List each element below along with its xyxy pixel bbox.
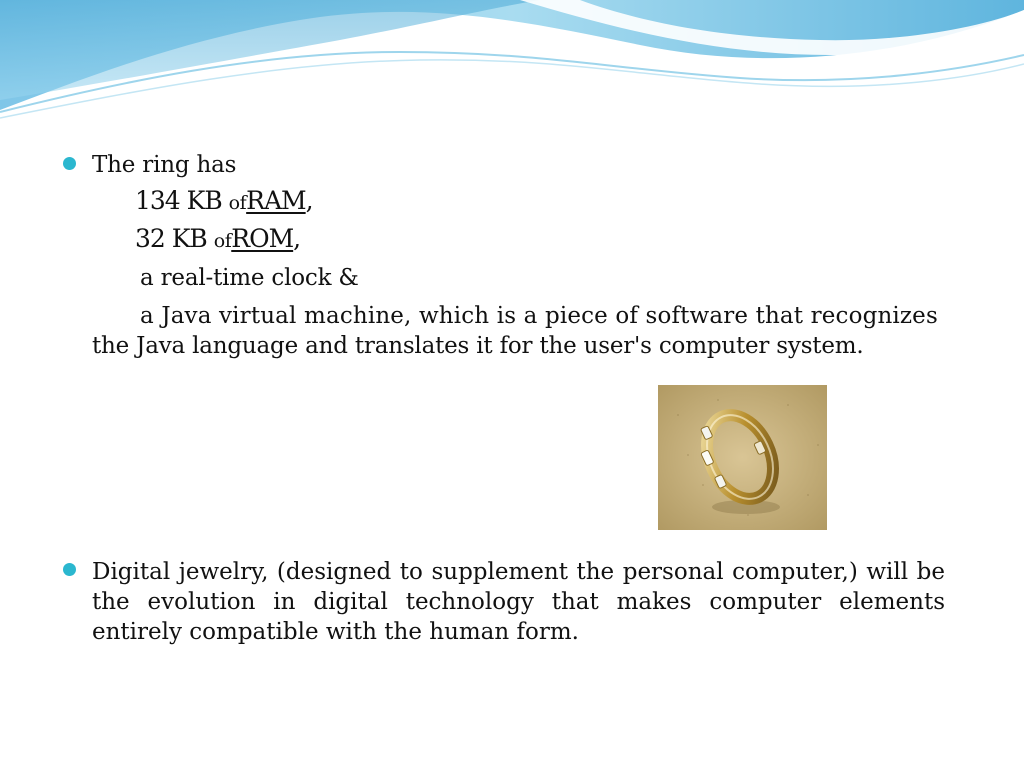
jvm-text-2: the Java language and translates it for the user's computer system. <box>92 333 864 359</box>
rom-of-word: of <box>213 230 232 252</box>
bullet-icon <box>63 157 76 170</box>
ring-intro-text <box>92 150 236 180</box>
rom-term: ROM <box>231 224 294 253</box>
ram-spec-line <box>135 186 313 218</box>
digital-jewelry-text: Digital jewelry, (designed to supplement the personal computer,) will be the evolution in digital technology that makes computer elements entirely compatible with the human form. <box>92 559 945 645</box>
clock-text: a real-time clock & <box>140 265 359 291</box>
clock-spec-line <box>140 263 359 293</box>
ram-comma: , <box>305 186 313 215</box>
bullet-icon <box>63 563 76 576</box>
jvm-spec-line-1 <box>140 301 938 331</box>
jvm-spec-line-2 <box>92 331 864 361</box>
gold-ring-image <box>658 385 827 530</box>
rom-spec-line <box>135 224 300 256</box>
rom-comma: , <box>293 224 301 253</box>
digital-jewelry-paragraph <box>92 557 945 647</box>
ram-term: RAM <box>246 186 306 215</box>
rom-value: 32 KB <box>135 224 207 253</box>
ram-value: 134 KB <box>135 186 222 215</box>
intro-label: The ring has <box>92 152 237 178</box>
ram-of-word: of <box>228 192 247 214</box>
jvm-text-1: a Java virtual machine, which is a piece of software that recognizes <box>140 303 938 329</box>
